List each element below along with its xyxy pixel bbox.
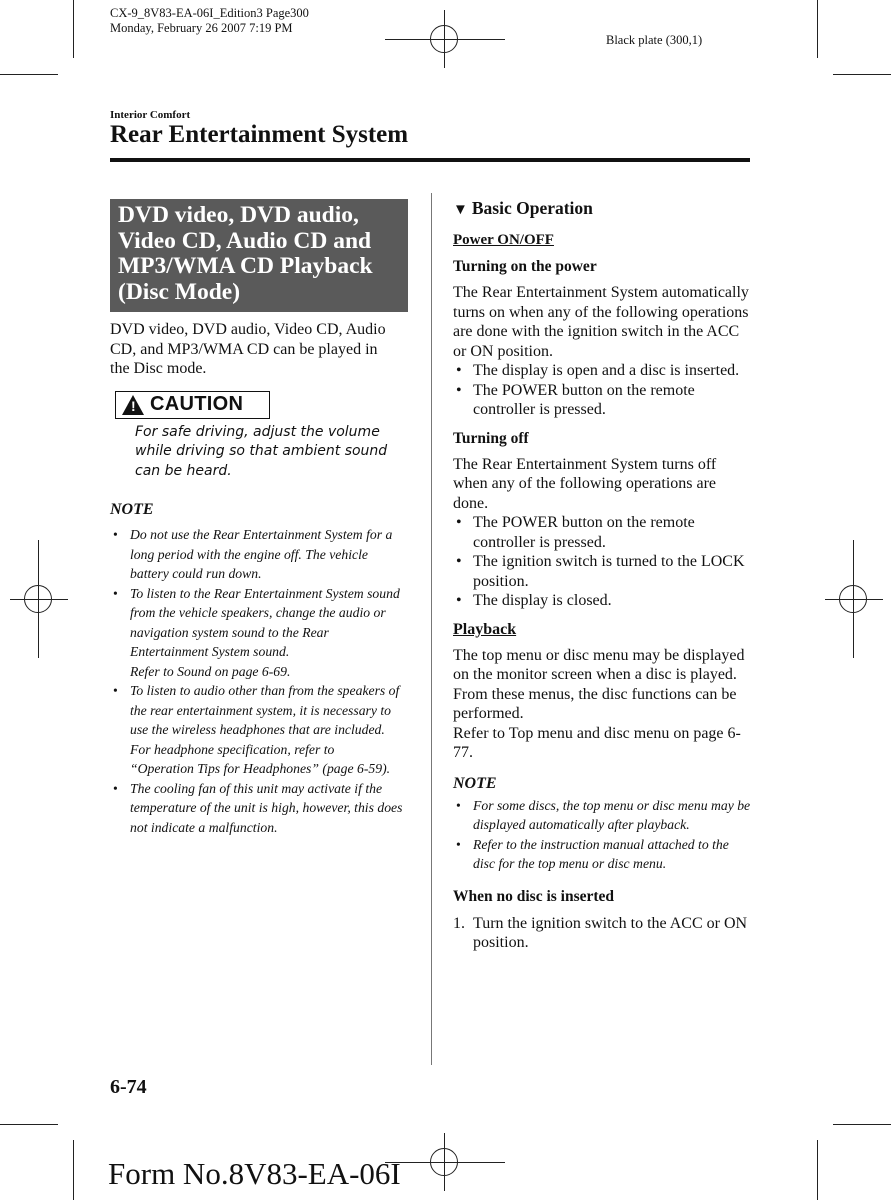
turn-on-list bbox=[453, 361, 751, 420]
note-title: NOTE bbox=[110, 501, 154, 518]
left-column bbox=[110, 199, 408, 837]
crop-mark bbox=[73, 1140, 74, 1200]
crop-mark bbox=[73, 0, 74, 58]
note-block bbox=[110, 501, 408, 837]
note-list bbox=[110, 525, 408, 837]
note-title: NOTE bbox=[453, 774, 497, 792]
playback-paragraph: The top menu or disc menu may be displayed on the monitor screen when a disc is played. From these menus, the disc functions can be performed. bbox=[453, 646, 745, 722]
warning-icon: ! bbox=[122, 395, 144, 415]
section-label: Interior Comfort bbox=[110, 109, 191, 121]
print-header bbox=[110, 6, 309, 36]
column-divider bbox=[431, 193, 432, 1065]
list-item: • The display is open and a disc is inserted. bbox=[453, 361, 751, 381]
title-rule bbox=[110, 158, 750, 162]
print-header-file: CX-9_8V83-EA-06I_Edition3 Page300 bbox=[110, 6, 309, 20]
heading-line: Video CD, Audio CD and bbox=[118, 227, 372, 254]
caution-text: For safe driving, adjust the volume while driving so that ambient sound can be heard. bbox=[135, 423, 388, 479]
note-list bbox=[453, 796, 751, 874]
step-number: 1. bbox=[453, 914, 465, 932]
turn-on-heading: Turning on the power bbox=[453, 258, 597, 275]
intro-paragraph: DVD video, DVD audio, Video CD, Audio CD, and MP3/WMA CD can be played in the Disc mode. bbox=[110, 321, 386, 377]
note-item: • Refer to the instruction manual attached to the disc for the top menu or disc menu. bbox=[453, 835, 751, 874]
note-item: • Do not use the Rear Entertainment System for a long period with the engine off. The vehicle battery could run down. bbox=[110, 525, 408, 584]
note-item: • To listen to audio other than from the speakers of the rear entertainment system, it is necessary to use the wireless headphones that are included. For headphone specification, refer to “Operation Tips for Headphones” (page 6-59). bbox=[110, 681, 408, 779]
print-plate: Black plate (300,1) bbox=[606, 33, 703, 47]
list-item: • The ignition switch is turned to the LOCK position. bbox=[453, 552, 751, 591]
playback-heading: Playback bbox=[453, 620, 517, 638]
step-text: Turn the ignition switch to the ACC or ON position. bbox=[473, 914, 748, 951]
no-disc-heading: When no disc is inserted bbox=[453, 887, 615, 905]
heading-line: (Disc Mode) bbox=[118, 278, 241, 305]
note-reference: Refer to Sound on page 6-69. bbox=[130, 663, 291, 679]
turn-on-paragraph: The Rear Entertainment System automatically turns on when any of the following operations are done with the ignition switch in the ACC or ON position. bbox=[453, 284, 749, 360]
section-heading-box bbox=[110, 199, 408, 312]
turn-off-list bbox=[453, 513, 751, 611]
playback-reference: Refer to Top menu and disc menu on page 6-77. bbox=[453, 724, 741, 761]
crop-mark bbox=[0, 1124, 58, 1125]
print-header-date: Monday, February 26 2007 7:19 PM bbox=[110, 21, 293, 35]
page-number: 6-74 bbox=[110, 1076, 147, 1098]
crop-mark bbox=[0, 74, 58, 75]
form-number: Form No.8V83-EA-06I bbox=[108, 1156, 401, 1191]
turn-off-heading: Turning off bbox=[453, 429, 529, 447]
crop-mark bbox=[833, 1124, 891, 1125]
page-title: Rear Entertainment System bbox=[110, 121, 409, 148]
steps-list bbox=[453, 914, 751, 953]
note-item: • For some discs, the top menu or disc menu may be displayed automatically after playback. bbox=[453, 796, 751, 835]
caution-badge bbox=[115, 391, 270, 419]
triangle-down-icon: ▼ bbox=[453, 202, 468, 218]
heading-line: MP3/WMA CD Playback bbox=[118, 253, 373, 279]
crop-mark bbox=[833, 74, 891, 75]
basic-operation-heading: ▼ Basic Operation bbox=[453, 198, 593, 218]
crop-mark bbox=[817, 0, 818, 58]
caution-label: CAUTION bbox=[150, 393, 244, 415]
note-item: • To listen to the Rear Entertainment System sound from the vehicle speakers, change the audio or navigation system sound to the Rear Entertainment System sound. Refer to Sound on page 6-69. bbox=[110, 584, 408, 682]
step-item bbox=[453, 914, 751, 953]
right-column bbox=[453, 197, 751, 953]
list-item: • The POWER button on the remote controller is pressed. bbox=[453, 381, 751, 420]
note-item: • The cooling fan of this unit may activate if the temperature of the unit is high, however, this does not indicate a malfunction. bbox=[110, 779, 408, 838]
heading-line: DVD video, DVD audio, bbox=[118, 202, 359, 228]
power-heading: Power ON/OFF bbox=[453, 232, 554, 248]
list-item: • The POWER button on the remote controller is pressed. bbox=[453, 513, 751, 552]
note-block bbox=[453, 775, 751, 874]
crop-mark bbox=[817, 1140, 818, 1200]
turn-off-paragraph: The Rear Entertainment System turns off when any of the following operations are done. bbox=[453, 455, 717, 512]
note-reference: “Operation Tips for Headphones” (page 6-59). bbox=[130, 761, 391, 776]
list-item: • The display is closed. bbox=[453, 591, 751, 611]
